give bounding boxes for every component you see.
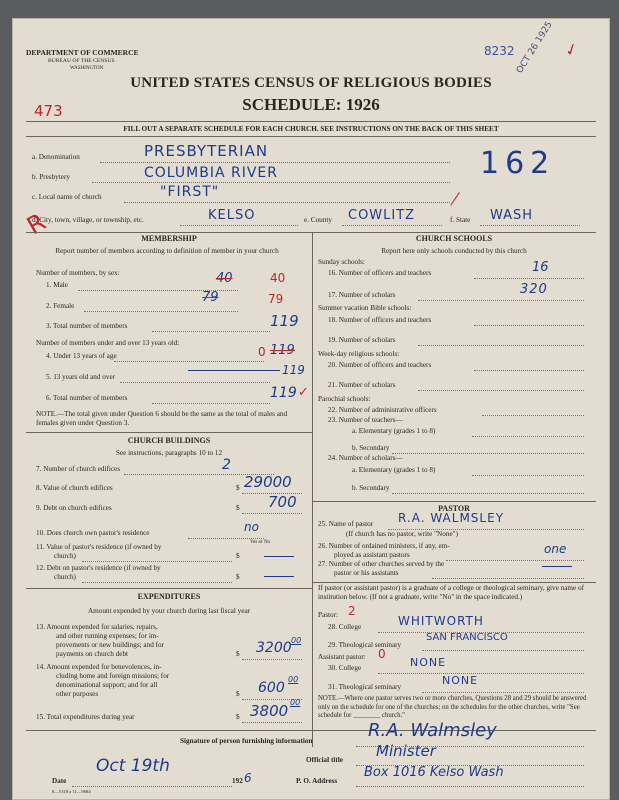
side-number: 162 [480, 146, 556, 181]
q12-label-a: 12. Debt on pastor's residence (if owned by [36, 564, 161, 572]
expenditures-title: EXPENDITURES [137, 592, 201, 601]
rule [124, 202, 450, 203]
department-name: DEPARTMENT OF COMMERCE [26, 48, 139, 57]
rule [92, 182, 450, 183]
year-digit: 6 [244, 771, 252, 785]
q24a-label: a. Elementary (grades 1 to 8) [352, 466, 436, 474]
census-form [12, 18, 610, 800]
q23-label: 23. Number of teachers— [328, 416, 403, 424]
rule [472, 475, 584, 476]
official-title-value: Minister [376, 742, 436, 760]
rule [100, 162, 450, 163]
q28-value: WHITWORTH [398, 614, 484, 628]
q1-struck: 40 [216, 271, 233, 286]
q5-value: 119 [282, 363, 305, 377]
presbytery-label: b. Presbytery [32, 173, 70, 181]
q8-dollar: $ [236, 484, 240, 492]
q14-value: 600 [258, 680, 285, 696]
q13-value: 3200 [256, 640, 292, 656]
asst-pastor-label: Assistant pastor: [318, 653, 366, 661]
rule [242, 722, 302, 723]
red-number: 473 [34, 102, 63, 120]
q29-label: 29. Theological seminary [328, 641, 402, 649]
rule [152, 331, 270, 332]
form-number: 8232 [484, 44, 515, 58]
q14-label-c: denominational support; and for all [56, 681, 158, 689]
q22-label: 22. Number of administrative officers [328, 406, 437, 414]
rule [84, 311, 238, 312]
rule [26, 730, 596, 731]
check-mark: ✓ [562, 40, 582, 61]
membership-note: NOTE.—The total given under Question 6 should be the same as the total of males and females given under Question 3. [36, 410, 288, 427]
expenditures-sub: Amount expended by your church during last fiscal year [87, 607, 251, 615]
q13-label-c: provements or new buildings; and for [56, 641, 164, 649]
q26-label-b: ployed as assistant pastors [334, 551, 410, 559]
q4-zero: 0 [258, 345, 266, 359]
q12-label-b: church) [54, 573, 76, 581]
q5-label: 5. 13 years old and over [46, 373, 116, 381]
weekday-label: Week-day religious schools: [318, 350, 400, 358]
rule [472, 436, 584, 437]
rule [72, 786, 232, 787]
rule [26, 588, 312, 589]
q25-hint: (If church has no pastor, write "None") [346, 530, 458, 538]
buildings-title: CHURCH BUILDINGS [127, 436, 211, 445]
q17-value: 320 [520, 282, 548, 297]
q13-label-b: and other running expenses; for im- [56, 632, 159, 640]
q7-label: 7. Number of church edifices [36, 465, 121, 473]
q30-value: NONE [410, 656, 447, 669]
q23b-label: b. Secondary [352, 444, 390, 452]
rule [378, 673, 584, 674]
official-title-label: Official title [306, 756, 343, 764]
q2-value: 79 [268, 292, 284, 306]
q14-dollar: $ [236, 690, 240, 698]
membership-intro: Report number of members according to definition of member in your church [55, 247, 279, 255]
rule [422, 692, 584, 693]
q10-value: no [244, 520, 259, 534]
rule [422, 650, 584, 651]
q27-label-b: pastor or his assistants [334, 569, 399, 577]
state-label: f. State [450, 216, 471, 224]
q9-dollar: $ [236, 504, 240, 512]
rule [392, 493, 584, 494]
rule [446, 560, 584, 561]
rule [188, 370, 280, 371]
rule [312, 501, 596, 502]
address-value: Box 1016 Kelso Wash [364, 765, 504, 780]
q13-label-a: 13. Amount expended for salaries, repairs, [36, 623, 158, 631]
address-label: P. O. Address [296, 777, 338, 785]
schools-intro: Report here only schools conducted by this church [381, 247, 527, 255]
rule [26, 136, 596, 137]
q8-label: 8. Value of church edifices [36, 484, 113, 492]
q10-hint: Yes or No [250, 540, 271, 545]
q2-label: 2. Female [46, 302, 75, 310]
q26-label-a: 26. Number of ordained ministers, if any, em- [318, 542, 450, 550]
q12-dash [264, 576, 294, 577]
pastor-title: PASTOR [438, 504, 470, 513]
rule [342, 225, 442, 226]
q28-label: 28. College [328, 623, 362, 631]
rule [392, 453, 584, 454]
rule [26, 232, 596, 233]
q6-value: 119 [270, 385, 297, 401]
pastor-sub-label: Pastor: [318, 611, 338, 619]
pastor-note: NOTE.—Where one pastor serves two or more churches, Questions 28 and 29 should be answered only on the schedule for one of the churches; on the schedules for the other churches, write "See schedule for ________ church." [318, 695, 587, 719]
parochial-label: Parochial schools: [318, 395, 371, 403]
q19-label: 19. Number of scholars [328, 336, 396, 344]
presbytery-value: COLUMBIA RIVER [144, 165, 278, 181]
q20-label: 20. Number of officers and teachers [328, 361, 432, 369]
signature-label: Signature of person furnishing information [180, 737, 313, 745]
rule [114, 361, 264, 362]
q30-label: 30. College [328, 664, 362, 672]
rule [356, 786, 584, 787]
bureau-city: WASHINGTON [70, 66, 104, 71]
q27-label-a: 27. Number of other churches served by the [318, 560, 445, 568]
rule [82, 561, 232, 562]
q27-dash [542, 566, 572, 567]
q15-label: 15. Total expenditures during year [36, 713, 135, 721]
form-title: UNITED STATES CENSUS OF RELIGIOUS BODIES [130, 75, 492, 91]
q9-label: 9. Debt on church edifices [36, 504, 112, 512]
rule [480, 225, 580, 226]
rule [474, 370, 584, 371]
q7-value: 2 [222, 457, 231, 473]
denomination-label: a. Denomination [32, 153, 80, 161]
q25-value: R.A. WALMSLEY [398, 511, 505, 525]
q16-value: 16 [532, 260, 549, 275]
rule [242, 513, 302, 514]
date-label: Date [52, 777, 67, 785]
rule [474, 278, 584, 279]
county-value: COWLITZ [348, 208, 416, 223]
church-name-label: c. Local name of church [32, 193, 102, 201]
schools-title: CHURCH SCHOOLS [415, 234, 493, 243]
rule [188, 538, 264, 539]
county-label: e. County [304, 216, 332, 224]
red-check: / [448, 185, 462, 212]
q14-cents: 00 [288, 675, 299, 684]
asst-pastor-mark: 0 [378, 647, 386, 661]
q15-value: 3800 [250, 702, 289, 720]
by-age-label: Number of members under and over 13 years old: [36, 339, 180, 347]
membership-title: MEMBERSHIP [141, 234, 197, 243]
q18-label: 18. Number of officers and teachers [328, 316, 432, 324]
q29-value: SAN FRANCISCO [426, 632, 508, 643]
rule [82, 582, 232, 583]
q4-value: 119 [270, 343, 295, 358]
by-sex-label: Number of members, by sex: [36, 269, 120, 277]
q11-label-b: church) [54, 552, 76, 560]
q26-value: one [544, 542, 567, 556]
rule [242, 659, 302, 660]
q1-value: 40 [270, 271, 286, 285]
q21-label: 21. Number of scholars [328, 381, 396, 389]
city-value: KELSO [208, 208, 256, 223]
rule [26, 432, 312, 433]
year-printed: 192 [232, 777, 243, 785]
q13-dollar: $ [236, 650, 240, 658]
signature-value: R.A. Walmsley [368, 720, 497, 741]
q11-dash [264, 556, 294, 557]
q11-label-a: 11. Value of pastor's residence (if owned by [36, 543, 162, 551]
q6-check: ✓ [298, 384, 309, 399]
q12-dollar: $ [236, 573, 240, 581]
q31-value: NONE [442, 674, 479, 687]
rule [418, 300, 584, 301]
q11-dollar: $ [236, 552, 240, 560]
rule [432, 578, 584, 579]
state-value: WASH [490, 208, 534, 223]
q16-label: 16. Number of officers and teachers [328, 269, 432, 277]
q3-label: 3. Total number of members [46, 322, 128, 330]
q17-label: 17. Number of scholars [328, 291, 396, 299]
instruction-line: FILL OUT A SEPARATE SCHEDULE FOR EACH CHURCH. SEE INSTRUCTIONS ON THE BACK OF THIS SHEET [123, 125, 499, 133]
date-value: Oct 19th [96, 756, 170, 776]
q6-label: 6. Total number of members [46, 394, 128, 402]
rule [418, 390, 584, 391]
rule [120, 382, 270, 383]
rule [26, 121, 596, 122]
rule [312, 582, 596, 583]
q3-value: 119 [270, 312, 299, 330]
city-label: d. City, town, village, or township, etc. [32, 216, 144, 224]
rule [482, 415, 584, 416]
rule [474, 325, 584, 326]
q10-label: 10. Does church own pastor's residence [36, 529, 150, 537]
q14-label-a: 14. Amount expended for benevolences, in- [36, 663, 162, 671]
q13-label-d: payments on church debt [56, 650, 129, 658]
q2-struck: 79 [202, 290, 219, 305]
red-r-mark: R [22, 207, 51, 241]
q1-label: 1. Male [46, 281, 68, 289]
q23a-label: a. Elementary (grades 1 to 8) [352, 427, 436, 435]
q8-value: 29000 [244, 473, 292, 491]
q15-cents: 00 [290, 698, 301, 707]
q9-value: 700 [268, 493, 297, 511]
q15-dollar: $ [236, 713, 240, 721]
q24-label: 24. Number of scholars— [328, 454, 403, 462]
church-name-value: "FIRST" [160, 184, 220, 200]
q24b-label: b. Secondary [352, 484, 390, 492]
buildings-sub: See instructions, paragraphs 10 to 12 [115, 449, 223, 457]
q14-label-d: other purposes [56, 690, 99, 698]
rule [418, 345, 584, 346]
q31-label: 31. Theological seminary [328, 683, 402, 691]
rule [152, 403, 270, 404]
q25-label: 25. Name of pastor [318, 520, 374, 528]
q4-label: 4. Under 13 years of age [46, 352, 117, 360]
denomination-value: PRESBYTERIAN [144, 142, 269, 160]
rule [312, 232, 313, 747]
q14-label-b: cluding home and foreign missions; for [56, 672, 170, 680]
pastor-mark: 2 [348, 604, 356, 618]
bureau-name: BUREAU OF THE CENSUS [48, 58, 115, 64]
rule [180, 225, 298, 226]
summer-label: Summer vacation Bible schools: [318, 304, 412, 312]
sunday-label: Sunday schools: [318, 258, 365, 266]
received-stamp: OCT 26 1925 [515, 20, 555, 76]
print-code: 8—5318 a 11—9684 [52, 789, 91, 794]
graduate-note: If pastor (or assistant pastor) is a graduate of a college or theological seminary, give name of institution below. (If not a graduate, write "No" in the space indicated.) [318, 584, 584, 601]
schedule-title: SCHEDULE: 1926 [242, 95, 380, 114]
q13-cents: 00 [291, 636, 302, 645]
